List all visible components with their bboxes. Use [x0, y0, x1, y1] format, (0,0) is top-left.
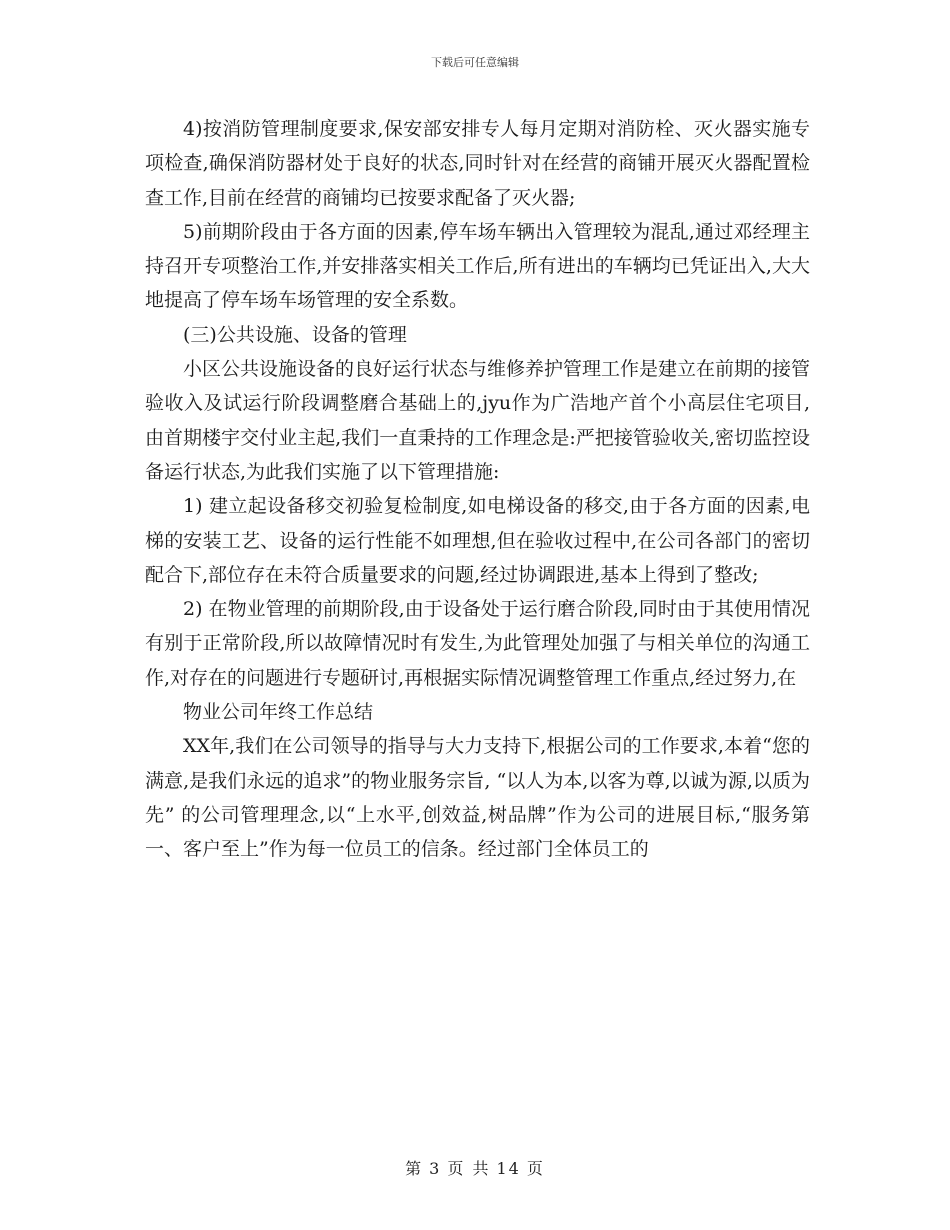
footer-prefix: 第: [405, 1159, 424, 1178]
paragraph-equipment-breakin: 2) 在物业管理的前期阶段,由于设备处于运行磨合阶段,同时由于其使用情况有别于正常阶段,所以故障情况时有发生,为此管理处加强了与相关单位的沟通工作,对存在的问题进行专题研讨,再根据实际情况调整管理工作重点,经过努力,在: [145, 598, 810, 689]
page-header: 下载后可任意编辑: [431, 56, 519, 69]
footer-suffix: 页: [526, 1159, 545, 1178]
section-heading-facilities: (三)公共设施、设备的管理: [183, 323, 407, 346]
footer-middle: 页 共: [447, 1159, 491, 1178]
page-footer: [0, 1156, 950, 1179]
footer-total-pages: 14: [496, 1159, 521, 1178]
paragraph-elevator-handover: 1) 建立起设备移交初验复检制度,如电梯设备的移交,由于各方面的因素,电梯的安装工艺、设备的运行性能不如理想,但在验收过程中,在公司各部门的密切配合下,部位存在未符合质量要求的问题,经过协调跟进,基本上得到了整改;: [145, 495, 810, 586]
section-heading-annual-summary: 物业公司年终工作总结: [183, 701, 374, 724]
footer-page-number: 3: [429, 1159, 442, 1178]
paragraph-fire-inspection: 4)按消防管理制度要求,保安部安排专人每月定期对消防栓、灭火器实施专项检查,确保消防器材处于良好的状态,同时针对在经营的商铺开展灭火器配置检查工作,目前在经营的商铺均已按要求配备了灭火器;: [145, 118, 810, 209]
paragraph-parking-management: 5)前期阶段由于各方面的因素,停车场车辆出入管理较为混乱,通过邓经理主持召开专项整治工作,并安排落实相关工作后,所有进出的车辆均已凭证出入,大大地提高了停车场车场管理的安全系数。: [145, 220, 810, 312]
paragraph-annual-summary: XX年,我们在公司领导的指导与大力支持下,根据公司的工作要求,本着“您的满意,是我们永远的追求”的物业服务宗旨, “以人为本,以客为尊,以诚为源,以质为先” 的公司管理理念,以“上水平,创效益,树品牌”作为公司的进展目标,“服务第一、客户至上”作为每一位员工的信条。经过部门全体员工的: [145, 735, 810, 861]
document-body: [145, 112, 810, 867]
paragraph-facilities-intro: 小区公共设施设备的良好运行状态与维修养护管理工作是建立在前期的接管验收入及试运行阶段调整磨合基础上的,jyu作为广浩地产首个小高层住宅项目,由首期楼宇交付业主起,我们一直秉持的工作理念是:严把接管验收关,密切监控设备运行状态,为此我们实施了以下管理措施:: [145, 358, 811, 483]
